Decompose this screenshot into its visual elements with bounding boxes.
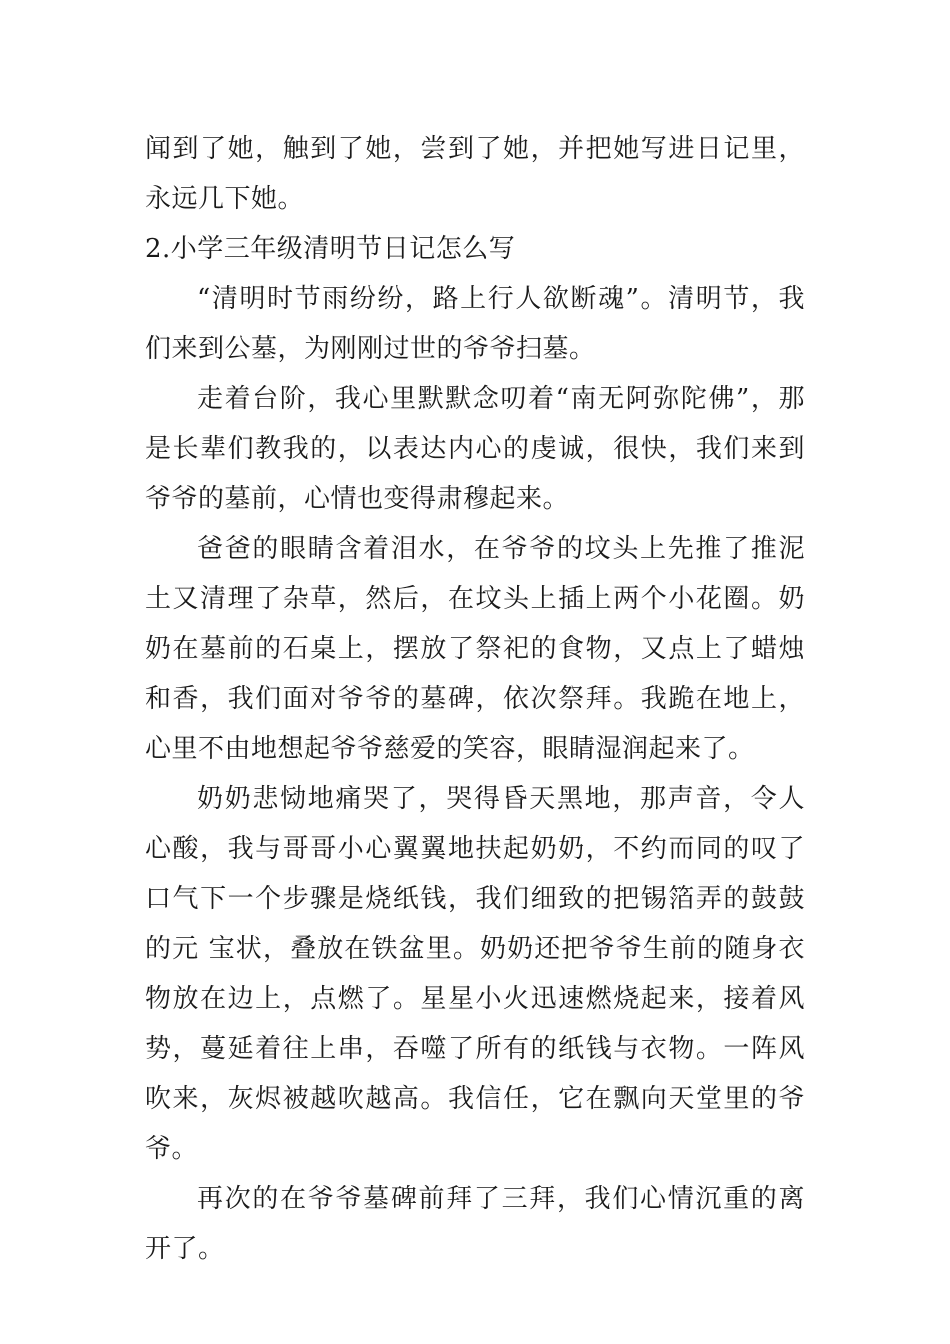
paragraph-5: 再次的在爷爷墓碑前拜了三拜，我们心情沉重的离开了。	[145, 1184, 805, 1264]
document-body	[145, 124, 805, 1274]
paragraph-1: “清明时节雨纷纷，路上行人欲断魂”。清明节，我们来到公墓，为刚刚过世的爷爷扫墓。	[145, 284, 805, 364]
paragraph-3: 爸爸的眼睛含着泪水，在爷爷的坟头上先推了推泥土又清理了杂草，然后，在坟头上插上两个小花圈。奶奶在墓前的石桌上，摆放了祭祀的食物，又点上了蜡烛和香，我们面对爷爷的墓碑，依次祭拜。我跪在地上，心里不由地想起爷爷慈爱的笑容，眼睛湿润起来了。	[145, 534, 805, 764]
paragraph-2: 走着台阶，我心里默默念叨着“南无阿弥陀佛”，那是长辈们教我的，以表达内心的虔诚，很快，我们来到爷爷的墓前，心情也变得肃穆起来。	[145, 384, 805, 514]
paragraph-4: 奶奶悲恸地痛哭了，哭得昏天黑地，那声音，令人心酸，我与哥哥小心翼翼地扶起奶奶，不约而同的叹了口气下一个步骤是烧纸钱，我们细致的把锡箔弄的鼓鼓的元 宝状，叠放在铁盆里。奶奶还把爷爷生前的随身衣物放在边上，点燃了。星星小火迅速燃烧起来，接着风势，蔓延着往上串，吞噬了所有的纸钱与衣物。一阵风吹来，灰烬被越吹越高。我信任，它在飘向天堂里的爷爷。	[145, 784, 805, 1164]
section-heading: 2.小学三年级清明节日记怎么写	[145, 234, 516, 264]
lead-paragraph: 闻到了她，触到了她，尝到了她，并把她写进日记里，永远几下她。	[145, 134, 805, 214]
